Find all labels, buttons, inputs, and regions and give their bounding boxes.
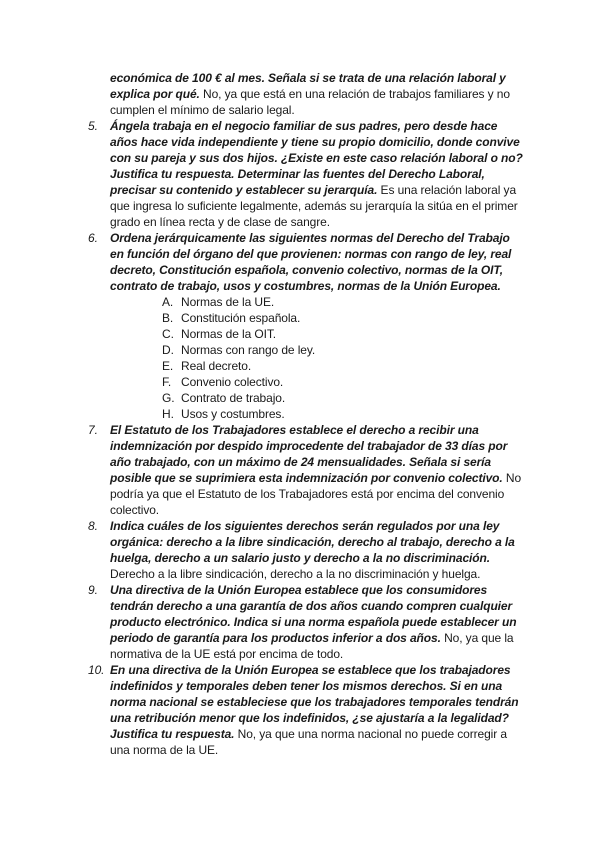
exercise-item-8 (88, 518, 526, 582)
question-text: Una directiva de la Unión Europea establece que los consumidores tendrán derecho a una garantía de dos años cuando compren cualquier producto electrónico. Indica si una norma española puede establecer un periodo de garantía para los productos inferior a dos años. (110, 583, 517, 645)
exercise-item-9 (88, 582, 526, 662)
question-text: Indica cuáles de los siguientes derechos serán regulados por una ley orgánica: derecho a la libre sindicación, derecho al trabajo, derecho a la huelga, derecho a un salario justo y derecho a la no discriminación. (110, 519, 515, 565)
list-letter: C. (162, 327, 174, 341)
list-letter: D. (162, 343, 174, 357)
item-number: 10. (88, 663, 105, 677)
list-text: Usos y costumbres. (181, 407, 285, 421)
item-number: 5. (88, 119, 98, 133)
question-text: Ángela trabaja en el negocio familiar de sus padres, pero desde hace años hace vida independiente y tiene su propio domicilio, donde convive con su pareja y sus dos hijos. ¿Existe en este caso relación laboral o no? Justifica tu respuesta. Determinar las fuentes del Derecho Laboral, precisar su contenido y establecer su jerarquía. (110, 119, 523, 197)
list-text: Normas de la OIT. (181, 327, 276, 341)
exercise-item-7 (88, 422, 526, 518)
list-item (162, 342, 600, 358)
list-text: Convenio colectivo. (181, 375, 284, 389)
item-number: 6. (88, 231, 98, 245)
list-letter: E. (162, 359, 174, 373)
list-text: Constitución española. (181, 311, 301, 325)
question-text: En una directiva de la Unión Europea se establece que los trabajadores indefinidos y temporales deben tener los mismos derechos. Si en una norma nacional se estableciese que los trabajadores temporales tendrán una retribución menor que los indefinidos, ¿se ajustaría a la legalidad? Justifica tu respuesta. (110, 663, 519, 741)
item-number: 9. (88, 583, 98, 597)
list-item (162, 294, 600, 310)
item-number: 7. (88, 423, 98, 437)
list-item (162, 390, 600, 406)
exercise-item-5 (88, 118, 526, 230)
list-text: Normas de la UE. (181, 295, 275, 309)
exercise-item-4-continued (110, 70, 526, 118)
list-letter: F. (162, 375, 172, 389)
exercise-item-10 (88, 662, 526, 758)
question-text: El Estatuto de los Trabajadores establece el derecho a recibir una indemnización por despido improcedente del trabajador de 33 días por año trabajado, con un máximo de 24 mensualidades. Señala si sería posible que se suprimiera esta indemnización por convenio colectivo. (110, 423, 508, 485)
list-text: Normas con rango de ley. (181, 343, 316, 357)
answer-text: No, ya que está en una relación de trabajos familiares y no cumplen el mínimo de salario legal. (110, 87, 510, 117)
list-item (162, 406, 600, 422)
list-item (162, 358, 600, 374)
answer-text: Es una relación laboral ya que ingresa lo suficiente legalmente, además su jerarquía la sitúa en el primer grado en línea recta y de clase de sangre. (110, 183, 518, 229)
answer-text: Derecho a la libre sindicación, derecho a la no discriminación y huelga. (110, 567, 481, 581)
hierarchy-list (0, 294, 600, 422)
list-letter: B. (162, 311, 174, 325)
list-letter: A. (162, 295, 174, 309)
exercise-list (0, 70, 600, 758)
item-number: 8. (88, 519, 98, 533)
list-item (162, 326, 600, 342)
list-letter: G. (162, 391, 175, 405)
list-text: Contrato de trabajo. (181, 391, 286, 405)
answer-text: No podría ya que el Estatuto de los Trabajadores está por encima del convenio colectivo. (110, 471, 522, 517)
answer-text: No, ya que la normativa de la UE está por encima de todo. (110, 631, 514, 661)
answer-text: No, ya que una norma nacional no puede corregir a una norma de la UE. (110, 727, 507, 757)
list-text: Real decreto. (181, 359, 252, 373)
list-item (162, 310, 600, 326)
question-text: económica de 100 € al mes. Señala si se trata de una relación laboral y explica por qué. (110, 71, 506, 101)
exercise-item-6 (88, 230, 526, 294)
question-text: Ordena jerárquicamente las siguientes normas del Derecho del Trabajo en función del órgano del que provienen: normas con rango de ley, real decreto, Constitución española, convenio colectivo, normas de la OIT, contrato de trabajo, usos y costumbres, normas de la Unión Europea. (110, 231, 512, 293)
list-item (162, 374, 600, 390)
list-letter: H. (162, 407, 174, 421)
